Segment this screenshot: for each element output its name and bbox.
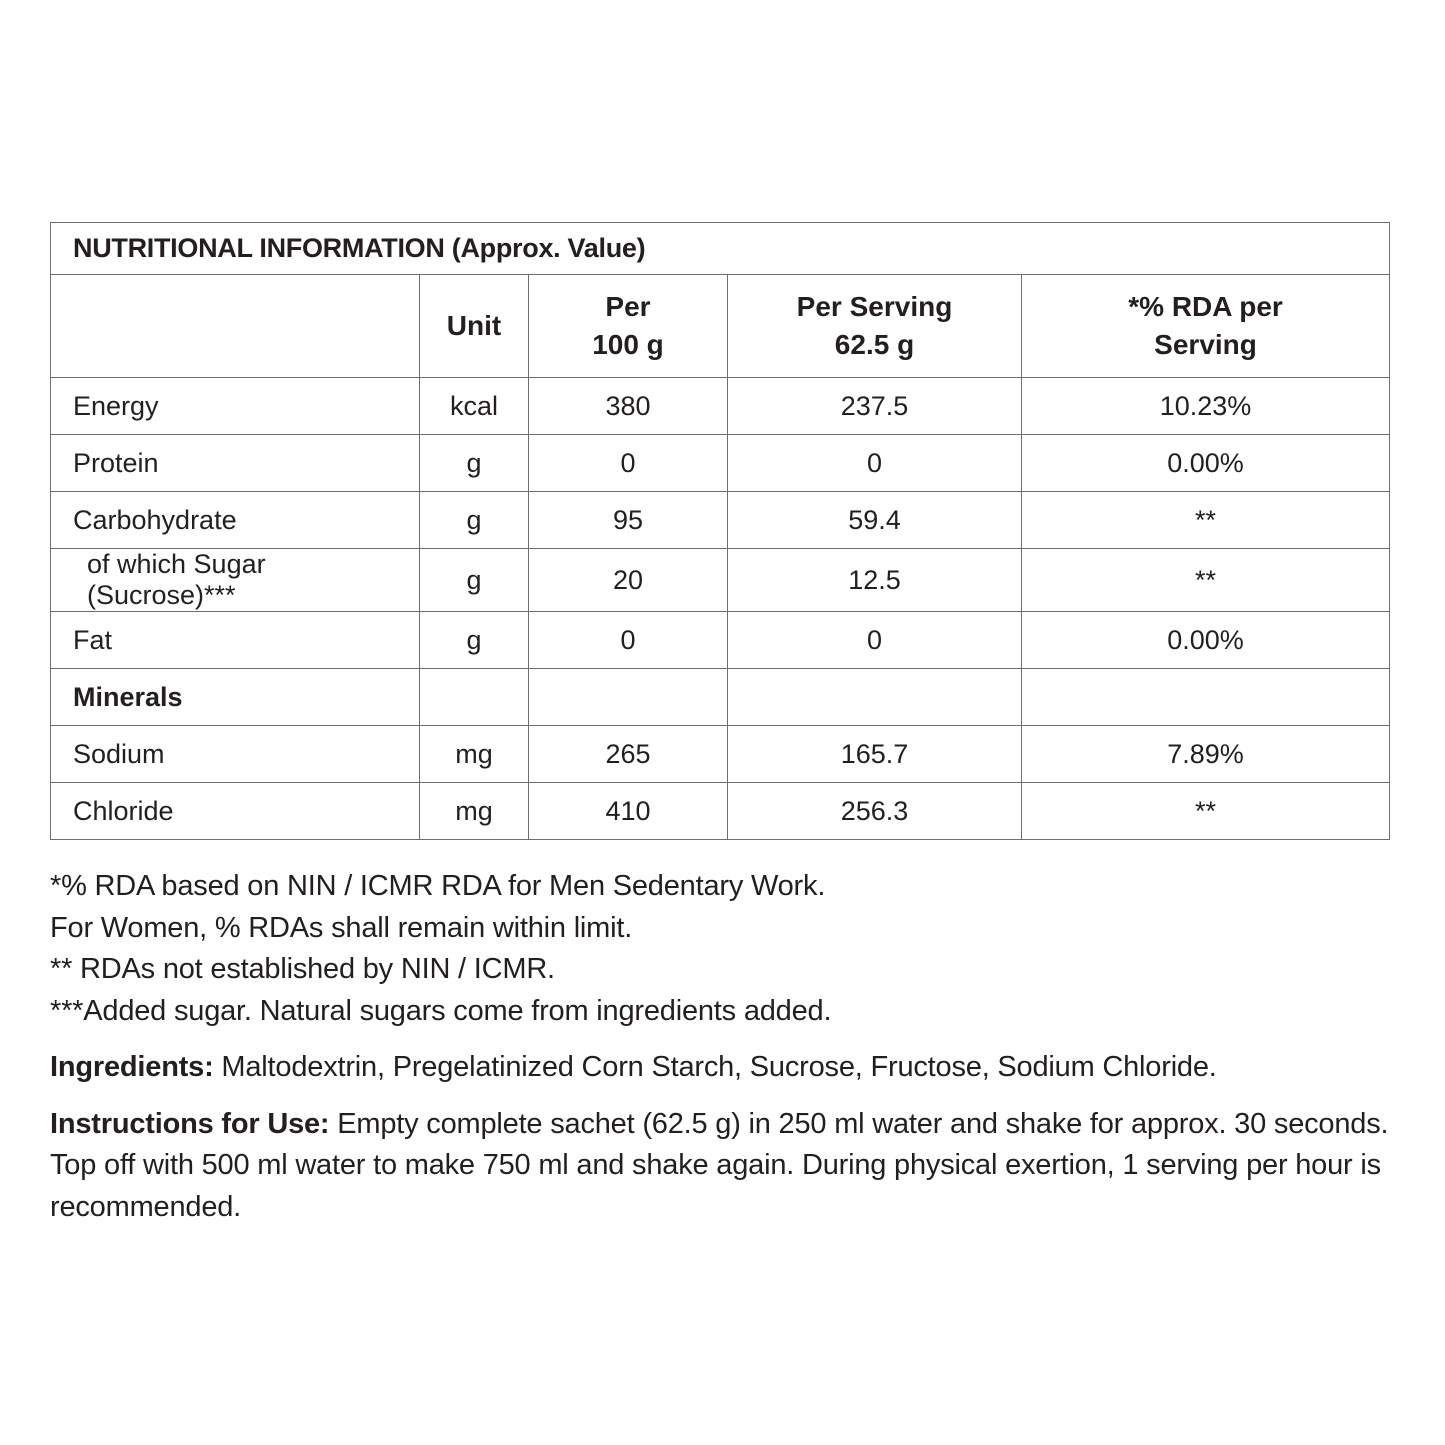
value-per-serving: 0 <box>728 612 1022 669</box>
header-per-100g-line2: 100 g <box>592 329 664 360</box>
value-per-serving: 59.4 <box>728 492 1022 549</box>
footnote: For Women, % RDAs shall remain within limit. <box>50 911 633 944</box>
value-per-serving: 237.5 <box>728 378 1022 435</box>
table-title: NUTRITIONAL INFORMATION (Approx. Value) <box>51 223 1390 275</box>
instructions-text: Empty complete sachet (62.5 g) in 250 ml water and shake for approx. 30 seconds. Top off with 500 ml water to make 750 ml and shake again. During physical exertion, 1 serving per hour is recommended. <box>50 1107 1389 1223</box>
value-rda <box>1022 669 1390 726</box>
table-row <box>51 612 1390 669</box>
table-row <box>51 435 1390 492</box>
footnote: *% RDA based on NIN / ICMR RDA for Men Sedentary Work. <box>50 870 826 902</box>
header-row <box>51 275 1390 378</box>
table-row <box>51 669 1390 726</box>
value-per-serving <box>728 669 1022 726</box>
ingredients-paragraph <box>50 1047 1390 1089</box>
value-rda: 10.23% <box>1022 378 1390 435</box>
footnote: ** RDAs not established by NIN / ICMR. <box>50 953 555 985</box>
value-per-serving: 256.3 <box>728 783 1022 840</box>
header-rda-line2: Serving <box>1154 329 1257 360</box>
header-per-serving-line2: 62.5 g <box>834 329 915 360</box>
value-per-serving: 0 <box>728 435 1022 492</box>
value-per-100g: 0 <box>529 612 728 669</box>
nutrient-unit: g <box>420 492 529 549</box>
value-rda: ** <box>1022 492 1390 549</box>
footnote: ***Added sugar. Natural sugars come from ingredients added. <box>50 994 832 1027</box>
value-rda: ** <box>1022 783 1390 840</box>
nutrient-unit: mg <box>420 726 529 783</box>
nutrient-unit: g <box>420 612 529 669</box>
nutrient-unit: g <box>420 549 529 612</box>
nutrient-name: Energy <box>51 378 420 435</box>
value-per-serving: 12.5 <box>728 549 1022 612</box>
header-rda-line1: *% RDA per <box>1128 291 1283 322</box>
header-rda <box>1022 275 1390 378</box>
nutrient-name: Chloride <box>51 783 420 840</box>
nutrient-unit: mg <box>420 783 529 840</box>
nutrient-name: Fat <box>51 612 420 669</box>
value-per-100g: 410 <box>529 783 728 840</box>
value-per-100g: 20 <box>529 549 728 612</box>
section-heading-minerals: Minerals <box>51 669 420 726</box>
nutrient-name: of which Sugar (Sucrose)*** <box>51 549 420 612</box>
table-row <box>51 492 1390 549</box>
instructions-label: Instructions for Use: <box>50 1107 330 1140</box>
value-per-100g: 380 <box>529 378 728 435</box>
header-unit: Unit <box>420 275 529 378</box>
value-rda: 7.89% <box>1022 726 1390 783</box>
value-per-100g: 0 <box>529 435 728 492</box>
value-rda: 0.00% <box>1022 612 1390 669</box>
value-per-100g: 95 <box>529 492 728 549</box>
nutrient-unit: kcal <box>420 378 529 435</box>
value-per-serving: 165.7 <box>728 726 1022 783</box>
ingredients-label: Ingredients: <box>50 1051 214 1083</box>
header-per-100g <box>529 275 728 378</box>
table-row <box>51 726 1390 783</box>
header-per-serving <box>728 275 1022 378</box>
value-rda: ** <box>1022 549 1390 612</box>
table-row <box>51 783 1390 840</box>
header-per-100g-line1: Per <box>605 291 651 322</box>
footnotes <box>50 866 1390 1032</box>
instructions-paragraph <box>50 1104 1410 1229</box>
nutrient-unit <box>420 669 529 726</box>
nutrient-unit: g <box>420 435 529 492</box>
table-row <box>51 549 1390 612</box>
nutrition-label <box>50 222 1390 1228</box>
value-per-100g: 265 <box>529 726 728 783</box>
value-rda: 0.00% <box>1022 435 1390 492</box>
header-per-serving-line1: Per Serving <box>796 291 953 322</box>
table-row <box>51 378 1390 435</box>
header-nutrient <box>51 275 420 378</box>
nutrient-name: Sodium <box>51 726 420 783</box>
nutrient-name: Carbohydrate <box>51 492 420 549</box>
nutrition-table <box>50 222 1390 840</box>
ingredients-text: Maltodextrin, Pregelatinized Corn Starch, Sucrose, Fructose, Sodium Chloride. <box>213 1051 1217 1083</box>
value-per-100g <box>529 669 728 726</box>
nutrient-name: Protein <box>51 435 420 492</box>
